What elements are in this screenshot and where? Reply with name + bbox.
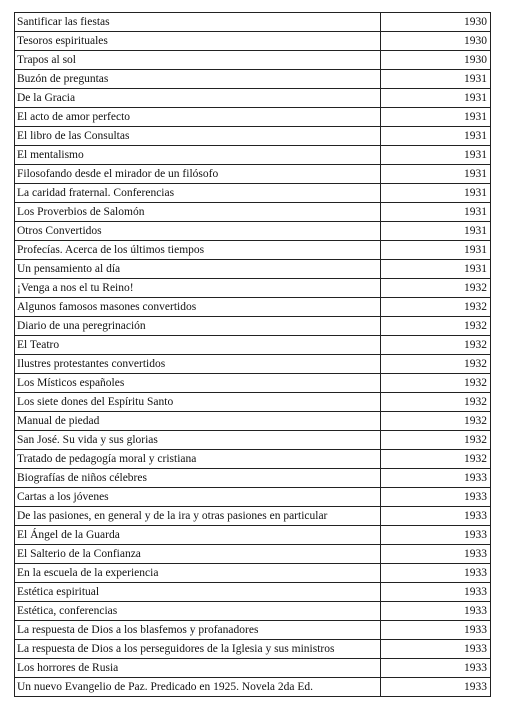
table-row (15, 89, 491, 108)
table-row (15, 583, 491, 602)
table-row (15, 488, 491, 507)
table-row (15, 450, 491, 469)
book-title-cell: En la escuela de la experiencia (15, 564, 381, 583)
table-row (15, 222, 491, 241)
publication-year-cell: 1931 (381, 89, 491, 108)
table-row (15, 317, 491, 336)
publication-year-cell: 1933 (381, 621, 491, 640)
publication-year-cell: 1933 (381, 488, 491, 507)
book-title-cell: La caridad fraternal. Conferencias (15, 184, 381, 203)
publication-year-cell: 1932 (381, 355, 491, 374)
table-row (15, 279, 491, 298)
book-title-cell: Biografías de niños célebres (15, 469, 381, 488)
book-title-cell: Diario de una peregrinación (15, 317, 381, 336)
publications-table (14, 12, 491, 697)
book-title-cell: Los Proverbios de Salomón (15, 203, 381, 222)
publication-year-cell: 1931 (381, 203, 491, 222)
table-row (15, 127, 491, 146)
book-title-cell: Los siete dones del Espíritu Santo (15, 393, 381, 412)
table-row (15, 70, 491, 89)
table-row (15, 241, 491, 260)
book-title-cell: El Teatro (15, 336, 381, 355)
publication-year-cell: 1933 (381, 545, 491, 564)
table-row (15, 431, 491, 450)
book-title-cell: San José. Su vida y sus glorias (15, 431, 381, 450)
book-title-cell: Algunos famosos masones convertidos (15, 298, 381, 317)
publication-year-cell: 1930 (381, 51, 491, 70)
table-row (15, 602, 491, 621)
book-title-cell: Trapos al sol (15, 51, 381, 70)
publication-year-cell: 1932 (381, 431, 491, 450)
book-title-cell: Tesoros espirituales (15, 32, 381, 51)
table-row (15, 146, 491, 165)
book-title-cell: Cartas a los jóvenes (15, 488, 381, 507)
table-row (15, 621, 491, 640)
book-title-cell: El Salterio de la Confianza (15, 545, 381, 564)
table-row (15, 260, 491, 279)
publication-year-cell: 1933 (381, 507, 491, 526)
publication-year-cell: 1932 (381, 450, 491, 469)
book-title-cell: Un pensamiento al día (15, 260, 381, 279)
table-row (15, 545, 491, 564)
table-row (15, 184, 491, 203)
book-title-cell: Un nuevo Evangelio de Paz. Predicado en 1925. Novela 2da Ed. (15, 678, 381, 697)
table-row (15, 51, 491, 70)
publication-year-cell: 1931 (381, 165, 491, 184)
book-title-cell: La respuesta de Dios a los blasfemos y profanadores (15, 621, 381, 640)
book-title-cell: De las pasiones, en general y de la ira y otras pasiones en particular (15, 507, 381, 526)
publication-year-cell: 1933 (381, 564, 491, 583)
publication-year-cell: 1931 (381, 108, 491, 127)
table-row (15, 108, 491, 127)
publication-year-cell: 1933 (381, 678, 491, 697)
table-row (15, 13, 491, 32)
table-row (15, 336, 491, 355)
publication-year-cell: 1932 (381, 336, 491, 355)
publication-year-cell: 1932 (381, 298, 491, 317)
table-row (15, 374, 491, 393)
table-row (15, 678, 491, 697)
publication-year-cell: 1933 (381, 640, 491, 659)
publication-year-cell: 1931 (381, 70, 491, 89)
table-row (15, 659, 491, 678)
book-title-cell: De la Gracia (15, 89, 381, 108)
publication-year-cell: 1933 (381, 583, 491, 602)
publications-table-body (15, 13, 491, 697)
book-title-cell: Estética espiritual (15, 583, 381, 602)
publication-year-cell: 1933 (381, 659, 491, 678)
book-title-cell: Manual de piedad (15, 412, 381, 431)
publication-year-cell: 1931 (381, 260, 491, 279)
book-title-cell: Buzón de preguntas (15, 70, 381, 89)
table-row (15, 298, 491, 317)
publication-year-cell: 1932 (381, 317, 491, 336)
book-title-cell: ¡Venga a nos el tu Reino! (15, 279, 381, 298)
book-title-cell: La respuesta de Dios a los perseguidores de la Iglesia y sus ministros (15, 640, 381, 659)
publication-year-cell: 1931 (381, 222, 491, 241)
book-title-cell: El acto de amor perfecto (15, 108, 381, 127)
publication-year-cell: 1932 (381, 279, 491, 298)
table-row (15, 32, 491, 51)
table-row (15, 412, 491, 431)
publication-year-cell: 1931 (381, 184, 491, 203)
publication-year-cell: 1932 (381, 393, 491, 412)
book-title-cell: El libro de las Consultas (15, 127, 381, 146)
publication-year-cell: 1931 (381, 127, 491, 146)
book-title-cell: Filosofando desde el mirador de un filósofo (15, 165, 381, 184)
table-row (15, 355, 491, 374)
publication-year-cell: 1932 (381, 374, 491, 393)
book-title-cell: Estética, conferencias (15, 602, 381, 621)
publication-year-cell: 1932 (381, 412, 491, 431)
table-row (15, 564, 491, 583)
publication-year-cell: 1933 (381, 602, 491, 621)
table-row (15, 507, 491, 526)
publication-year-cell: 1931 (381, 241, 491, 260)
publication-year-cell: 1930 (381, 32, 491, 51)
table-row (15, 640, 491, 659)
book-title-cell: Santificar las fiestas (15, 13, 381, 32)
book-title-cell: Otros Convertidos (15, 222, 381, 241)
table-row (15, 526, 491, 545)
book-title-cell: Tratado de pedagogía moral y cristiana (15, 450, 381, 469)
publication-year-cell: 1931 (381, 146, 491, 165)
table-row (15, 469, 491, 488)
publication-year-cell: 1930 (381, 13, 491, 32)
table-row (15, 165, 491, 184)
book-title-cell: El Ángel de la Guarda (15, 526, 381, 545)
publication-year-cell: 1933 (381, 469, 491, 488)
book-title-cell: Los Místicos españoles (15, 374, 381, 393)
table-row (15, 203, 491, 222)
publication-year-cell: 1933 (381, 526, 491, 545)
book-title-cell: Ilustres protestantes convertidos (15, 355, 381, 374)
book-title-cell: El mentalismo (15, 146, 381, 165)
book-title-cell: Los horrores de Rusia (15, 659, 381, 678)
table-row (15, 393, 491, 412)
book-title-cell: Profecías. Acerca de los últimos tiempos (15, 241, 381, 260)
